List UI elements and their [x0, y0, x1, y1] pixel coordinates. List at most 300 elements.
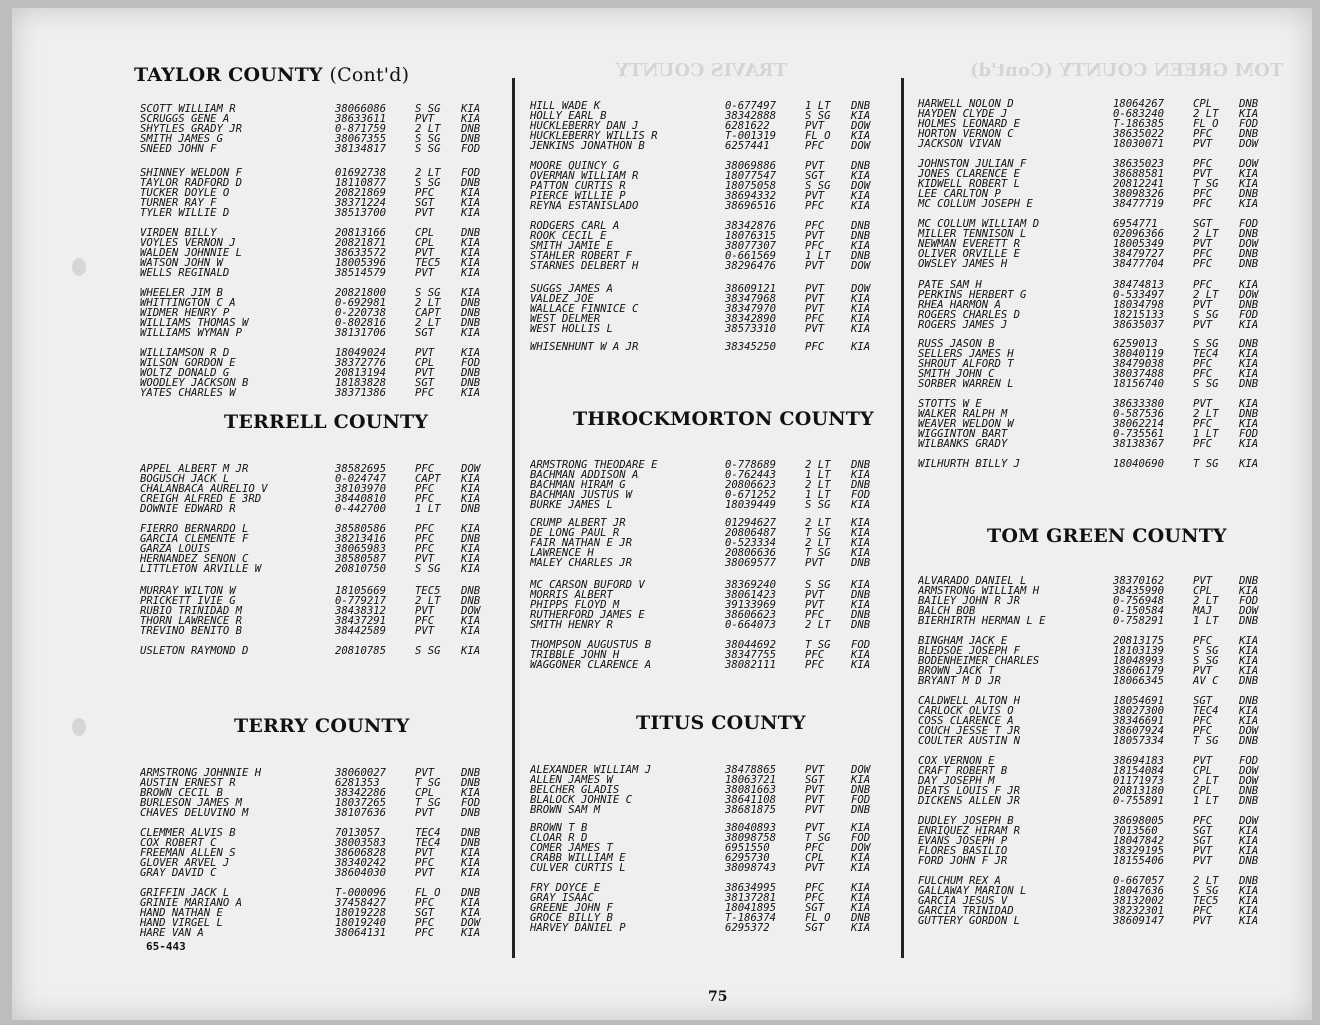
serial-number: 38477704	[1113, 258, 1165, 270]
casualty-name: ROGERS JAMES J	[918, 320, 1008, 330]
grade: PFC	[805, 892, 825, 904]
status: KIA	[461, 287, 481, 299]
status: DNB	[461, 767, 481, 779]
status: DNB	[1239, 338, 1259, 350]
grade: 2 LT	[415, 123, 441, 135]
casualty-row	[140, 596, 501, 606]
casualty-name: THORN LAWRENCE R	[140, 616, 243, 626]
status: DNB	[1239, 785, 1259, 797]
casualty-name: SMITH JAMES G	[140, 134, 223, 144]
grade: PVT	[1193, 168, 1213, 180]
grade: SGT	[805, 774, 825, 786]
serial-number: 38062214	[1113, 418, 1165, 430]
serial-number: 18063721	[725, 774, 777, 786]
serial-number: 6295730	[725, 852, 770, 864]
casualty-name: HAND NATHAN E	[140, 908, 223, 918]
serial-number: 38641108	[725, 794, 777, 806]
casualty-name: BACHMAN ADDISON A	[530, 470, 639, 480]
casualty-name: ROGERS CHARLES D	[918, 310, 1021, 320]
status: KIA	[851, 517, 871, 529]
serial-number: 0-523334	[725, 537, 777, 549]
casualty-name: DOWNIE EDWARD R	[140, 504, 236, 514]
casualty-row	[918, 179, 1279, 189]
grade: 1 LT	[1193, 795, 1219, 807]
casualty-group	[918, 816, 1279, 866]
status: KIA	[461, 113, 481, 125]
casualty-row	[530, 294, 891, 304]
casualty-name: WELLS REGINALD	[140, 268, 230, 278]
casualty-name: SHYTLES GRADY JR	[140, 124, 243, 134]
serial-number: 18005396	[335, 257, 387, 269]
casualty-row	[918, 119, 1279, 129]
grade: FL O	[1193, 118, 1219, 130]
status: KIA	[461, 645, 481, 657]
serial-number: 39133969	[725, 599, 777, 611]
status: KIA	[851, 659, 871, 671]
status: DNB	[851, 784, 871, 796]
serial-number: 38342888	[725, 110, 777, 122]
grade: PFC	[415, 917, 435, 929]
casualty-row	[140, 554, 501, 564]
casualty-name: GROCE BILLY B	[530, 913, 613, 923]
casualty-group	[918, 280, 1279, 330]
status: KIA	[461, 347, 481, 359]
casualty-row	[140, 168, 501, 178]
grade: 1 LT	[1193, 615, 1219, 627]
serial-number: 18076315	[725, 230, 777, 242]
status: KIA	[1239, 845, 1259, 857]
serial-number: 7013057	[335, 827, 380, 839]
casualty-name: GRINIE MARIANO A	[140, 898, 243, 908]
serial-number: 38069577	[725, 557, 777, 569]
status: DNB	[1239, 408, 1259, 420]
grade: PVT	[805, 804, 825, 816]
casualty-row	[530, 650, 891, 660]
casualty-name: SCRUGGS GENE A	[140, 114, 230, 124]
serial-number: 38340242	[335, 857, 387, 869]
casualty-row	[530, 324, 891, 334]
status: KIA	[461, 867, 481, 879]
casualty-name: HAND VIRGEL L	[140, 918, 223, 928]
casualty-row	[918, 886, 1279, 896]
casualty-name: CLOAR R D	[530, 833, 588, 843]
status: KIA	[851, 774, 871, 786]
casualty-row	[530, 843, 891, 853]
status: KIA	[1239, 198, 1259, 210]
casualty-group	[140, 768, 501, 818]
casualty-row	[918, 896, 1279, 906]
casualty-row	[140, 368, 501, 378]
casualty-name: CRABB WILLIAM E	[530, 853, 626, 863]
casualty-name: HOLMES LEONARD E	[918, 119, 1021, 129]
serial-number: 6259013	[1113, 338, 1158, 350]
casualty-name: GREENE JOHN F	[530, 903, 613, 913]
casualty-row	[918, 109, 1279, 119]
grade: PFC	[415, 533, 435, 545]
casualty-row	[530, 660, 891, 670]
serial-number: 38474813	[1113, 279, 1165, 291]
grade: PVT	[805, 293, 825, 305]
status: KIA	[851, 882, 871, 894]
status: DNB	[851, 609, 871, 621]
grade: PFC	[805, 200, 825, 212]
serial-number: 20806636	[725, 547, 777, 559]
casualty-group	[918, 696, 1279, 746]
casualty-name: PIERCE WILLIE P	[530, 191, 626, 201]
serial-number: 38513700	[335, 207, 387, 219]
status: DNB	[851, 557, 871, 569]
casualty-row	[918, 876, 1279, 886]
serial-number: 38069886	[725, 160, 777, 172]
status: KIA	[851, 892, 871, 904]
serial-number: 0-735561	[1113, 428, 1165, 440]
status: KIA	[1239, 279, 1259, 291]
casualty-row	[530, 304, 891, 314]
casualty-row	[918, 310, 1279, 320]
grade: PVT	[1193, 238, 1213, 250]
casualty-row	[918, 159, 1279, 169]
status: DNB	[851, 160, 871, 172]
casualty-row	[530, 580, 891, 590]
grade: PFC	[415, 615, 435, 627]
serial-number: 0-533497	[1113, 289, 1165, 301]
status: DOW	[851, 180, 871, 192]
casualty-row	[530, 470, 891, 480]
grade: CPL	[1193, 765, 1213, 777]
casualty-row	[530, 111, 891, 121]
grade: PVT	[805, 784, 825, 796]
grade: PFC	[415, 857, 435, 869]
grade: S SG	[415, 645, 441, 657]
status: FOD	[851, 794, 871, 806]
grade: 2 LT	[805, 619, 831, 631]
status: DNB	[1239, 248, 1259, 260]
serial-number: 38342286	[335, 787, 387, 799]
casualty-group	[918, 399, 1279, 449]
casualty-group	[918, 876, 1279, 926]
casualty-group	[918, 756, 1279, 806]
casualty-row	[530, 141, 891, 151]
casualty-row	[530, 795, 891, 805]
serial-number: 18215133	[1113, 309, 1165, 321]
casualty-name: ARMSTRONG JOHNNIE H	[140, 768, 262, 778]
casualty-name: COMER JAMES T	[530, 843, 613, 853]
casualty-name: OVERMAN WILLIAM R	[530, 171, 639, 181]
casualty-row	[530, 191, 891, 201]
status: DNB	[851, 619, 871, 631]
status: KIA	[461, 563, 481, 575]
casualty-row	[918, 856, 1279, 866]
casualty-name: WOLTZ DONALD G	[140, 368, 230, 378]
status: DOW	[1239, 289, 1259, 301]
casualty-row	[918, 706, 1279, 716]
status: KIA	[851, 200, 871, 212]
status: DNB	[461, 585, 481, 597]
casualty-row	[140, 908, 501, 918]
serial-number: 18103139	[1113, 645, 1165, 657]
serial-number: 18105669	[335, 585, 387, 597]
grade: PFC	[805, 341, 825, 353]
casualty-row	[530, 883, 891, 893]
grade: PFC	[805, 649, 825, 661]
casualty-name: NEWMAN EVERETT R	[918, 239, 1021, 249]
grade: AV C	[1193, 675, 1219, 687]
casualty-name: BINGHAM JACK E	[918, 636, 1008, 646]
casualty-row	[140, 626, 501, 636]
casualty-row	[140, 778, 501, 788]
grade: PFC	[1193, 198, 1213, 210]
grade: PFC	[415, 543, 435, 555]
casualty-name: SCOTT WILLIAM R	[140, 104, 236, 114]
serial-number: 18075058	[725, 180, 777, 192]
grade: S SG	[1193, 885, 1219, 897]
serial-number: 38137281	[725, 892, 777, 904]
grade: S SG	[805, 579, 831, 591]
grade: S SG	[1193, 338, 1219, 350]
status: DNB	[1239, 188, 1259, 200]
casualty-name: ROOK CECIL E	[530, 231, 607, 241]
casualty-name: WATSON JOHN W	[140, 258, 223, 268]
status: DNB	[461, 377, 481, 389]
casualty-row	[918, 300, 1279, 310]
status: DNB	[851, 100, 871, 112]
casualty-row	[140, 898, 501, 908]
casualty-name: BROWN JACK T	[918, 666, 995, 676]
status: DNB	[1239, 875, 1259, 887]
casualty-row	[530, 805, 891, 815]
casualty-row	[140, 888, 501, 898]
casualty-row	[918, 399, 1279, 409]
casualty-name: BRYANT M D JR	[918, 676, 1001, 686]
casualty-name: SMITH JOHN C	[918, 369, 995, 379]
casualty-group	[140, 586, 501, 636]
casualty-name: WHISENHUNT W A JR	[530, 342, 639, 352]
casualty-group	[530, 580, 891, 630]
county-heading-throckmorton: THROCKMORTON COUNTY	[573, 408, 874, 430]
casualty-row	[918, 646, 1279, 656]
grade: PVT	[805, 794, 825, 806]
county-heading-terrell: TERRELL COUNTY	[224, 411, 429, 433]
casualty-name: EVANS JOSEPH P	[918, 836, 1008, 846]
casualty-row	[140, 388, 501, 398]
serial-number: 20812241	[1113, 178, 1165, 190]
grade: PFC	[805, 140, 825, 152]
casualty-name: GRIFFIN JACK L	[140, 888, 230, 898]
grade: PFC	[1193, 158, 1213, 170]
grade: PFC	[1193, 128, 1213, 140]
grade: SGT	[1193, 835, 1213, 847]
status: KIA	[1239, 398, 1259, 410]
serial-number: 38329195	[1113, 845, 1165, 857]
casualty-name: FRY DOYCE E	[530, 883, 601, 893]
casualty-name: WEAVER WELDON W	[918, 419, 1014, 429]
grade: CPL	[415, 357, 435, 369]
casualty-row	[530, 284, 891, 294]
casualty-row	[530, 863, 891, 873]
grade: PVT	[415, 367, 435, 379]
casualty-row	[140, 124, 501, 134]
casualty-name: GARZA LOUIS	[140, 544, 211, 554]
grade: CPL	[1193, 785, 1213, 797]
serial-number: 0-024747	[335, 473, 387, 485]
grade: PFC	[1193, 258, 1213, 270]
grade: SGT	[415, 907, 435, 919]
casualty-group	[918, 459, 1279, 469]
grade: PVT	[415, 267, 435, 279]
casualty-name: SHROUT ALFORD T	[918, 359, 1014, 369]
casualty-row	[918, 99, 1279, 109]
serial-number: 18066345	[1113, 675, 1165, 687]
casualty-name: WILLIAMSON R D	[140, 348, 230, 358]
status: KIA	[1239, 418, 1259, 430]
casualty-row	[918, 666, 1279, 676]
casualty-name: MC COLLUM WILLIAM D	[918, 219, 1040, 229]
grade: PFC	[805, 882, 825, 894]
grade: PFC	[805, 220, 825, 232]
status: DNB	[461, 837, 481, 849]
status: KIA	[461, 543, 481, 555]
casualty-group	[140, 828, 501, 878]
casualty-name: STARNES DELBERT H	[530, 261, 639, 271]
status: KIA	[461, 237, 481, 249]
status: KIA	[1239, 319, 1259, 331]
status: KIA	[461, 483, 481, 495]
grade: PVT	[415, 625, 435, 637]
casualty-row	[918, 459, 1279, 469]
status: KIA	[851, 537, 871, 549]
status: FOD	[851, 832, 871, 844]
casualty-name: WILLIAMS WYMAN P	[140, 328, 243, 338]
casualty-row	[140, 586, 501, 596]
status: DOW	[851, 283, 871, 295]
serial-number: 01294627	[725, 517, 777, 529]
grade: PVT	[1193, 319, 1213, 331]
grade: T SG	[415, 777, 441, 789]
document-page	[12, 8, 1312, 1020]
grade: PVT	[805, 230, 825, 242]
status: FOD	[461, 143, 481, 155]
grade: PVT	[415, 867, 435, 879]
serial-number: 38342876	[725, 220, 777, 232]
status: DNB	[1239, 575, 1259, 587]
status: DNB	[851, 804, 871, 816]
casualty-row	[140, 308, 501, 318]
status: DNB	[461, 807, 481, 819]
casualty-row	[530, 480, 891, 490]
casualty-name: STOTTS W E	[918, 399, 982, 409]
casualty-row	[530, 620, 891, 630]
serial-number: 02096366	[1113, 228, 1165, 240]
grade: PFC	[415, 927, 435, 939]
casualty-row	[140, 534, 501, 544]
status: KIA	[1239, 458, 1259, 470]
grade: PFC	[805, 842, 825, 854]
serial-number: 20813194	[335, 367, 387, 379]
grade: PVT	[1193, 845, 1213, 857]
casualty-name: SORBER WARREN L	[918, 379, 1014, 389]
grade: CPL	[1193, 98, 1213, 110]
grade: S SG	[1193, 645, 1219, 657]
grade: PVT	[415, 113, 435, 125]
casualty-name: HILL WADE K	[530, 101, 601, 111]
status: DNB	[461, 503, 481, 515]
casualty-name: COUCH JESSE T JR	[918, 726, 1021, 736]
status: DOW	[851, 764, 871, 776]
serial-number: 20806487	[725, 527, 777, 539]
serial-number: 6951550	[725, 842, 770, 854]
casualty-name: DUDLEY JOSEPH B	[918, 816, 1014, 826]
casualty-name: HUCKLEBERRY DAN J	[530, 121, 639, 131]
status: KIA	[461, 247, 481, 259]
grade: PFC	[415, 483, 435, 495]
grade: PFC	[1193, 725, 1213, 737]
status: KIA	[1239, 665, 1259, 677]
status: KIA	[851, 527, 871, 539]
grade: FL O	[805, 912, 831, 924]
casualty-row	[530, 201, 891, 211]
casualty-row	[530, 610, 891, 620]
casualty-name: JOHNSTON JULIAN F	[918, 159, 1027, 169]
casualty-row	[530, 765, 891, 775]
serial-number: 38633572	[335, 247, 387, 259]
casualty-name: AUSTIN ERNEST R	[140, 778, 236, 788]
status: DNB	[1239, 258, 1259, 270]
serial-number: 37458427	[335, 897, 387, 909]
casualty-row	[140, 378, 501, 388]
casualty-row	[140, 798, 501, 808]
status: KIA	[461, 187, 481, 199]
status: DNB	[1239, 98, 1259, 110]
grade: 2 LT	[805, 479, 831, 491]
casualty-row	[140, 616, 501, 626]
grade: PVT	[1193, 755, 1213, 767]
serial-number: 38082111	[725, 659, 777, 671]
casualty-row	[140, 114, 501, 124]
casualty-row	[530, 101, 891, 111]
casualty-row	[918, 916, 1279, 926]
status: KIA	[1239, 645, 1259, 657]
casualty-name: WALDEN JOHNNIE L	[140, 248, 243, 258]
grade: 2 LT	[415, 167, 441, 179]
serial-number: 18156740	[1113, 378, 1165, 390]
grade: 1 LT	[805, 250, 831, 262]
serial-number: 20806623	[725, 479, 777, 491]
serial-number: 38061423	[725, 589, 777, 601]
serial-number: 6954771	[1113, 218, 1158, 230]
serial-number: 38060027	[335, 767, 387, 779]
casualty-name: COULTER AUSTIN N	[918, 736, 1021, 746]
casualty-name: CARLOCK OLVIS O	[918, 706, 1014, 716]
casualty-row	[530, 640, 891, 650]
casualty-name: WAGGONER CLARENCE A	[530, 660, 652, 670]
serial-number: 38580587	[335, 553, 387, 565]
status: DNB	[1239, 128, 1259, 140]
casualty-row	[530, 121, 891, 131]
casualty-name: FAIR NATHAN E JR	[530, 538, 633, 548]
status: DNB	[461, 133, 481, 145]
casualty-name: BODENHEIMER CHARLES	[918, 656, 1040, 666]
casualty-row	[140, 328, 501, 338]
status: KIA	[851, 862, 871, 874]
casualty-row	[918, 290, 1279, 300]
casualty-row	[918, 766, 1279, 776]
grade: PFC	[1193, 279, 1213, 291]
grade: PFC	[1193, 715, 1213, 727]
bleed-through-heading: TOM GREEN COUNTY (Cont'd)	[970, 60, 1284, 81]
serial-number: 20810785	[335, 645, 387, 657]
casualty-row	[530, 558, 891, 568]
status: KIA	[461, 267, 481, 279]
